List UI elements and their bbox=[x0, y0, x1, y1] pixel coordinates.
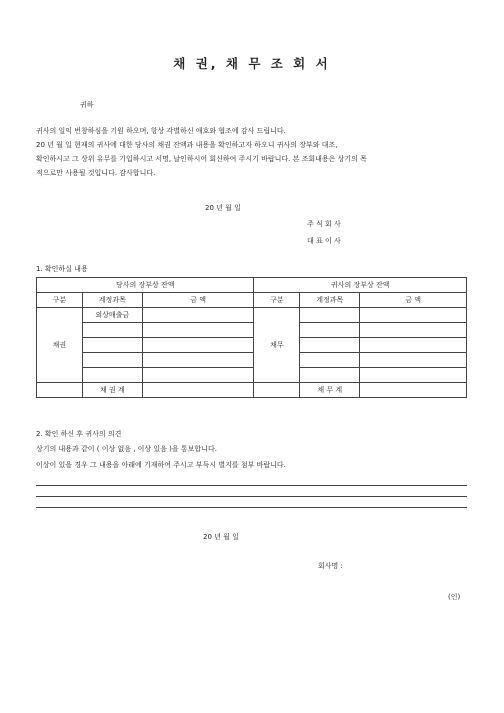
table-row bbox=[37, 308, 467, 323]
amount-cell[interactable] bbox=[360, 308, 467, 323]
payables-label: 채무 bbox=[254, 308, 300, 383]
col-account-right: 계정과목 bbox=[300, 293, 360, 308]
total-spacer-right bbox=[254, 383, 300, 398]
amount-cell[interactable] bbox=[360, 338, 467, 353]
amount-cell[interactable] bbox=[360, 353, 467, 368]
table-total-row bbox=[37, 383, 467, 398]
account-cell[interactable] bbox=[300, 368, 360, 383]
amount-cell[interactable] bbox=[142, 368, 254, 383]
amount-cell[interactable] bbox=[360, 368, 467, 383]
account-cell[interactable] bbox=[300, 353, 360, 368]
account-cell[interactable] bbox=[82, 323, 142, 338]
account-cell[interactable] bbox=[300, 308, 360, 323]
payables-total-amount[interactable] bbox=[360, 383, 467, 398]
date-line-bottom: 20 년 월 일 bbox=[203, 533, 239, 541]
table-header-row bbox=[37, 278, 467, 293]
ceo-label: 대 표 이 사 bbox=[307, 237, 341, 245]
intro-line-3: 확인하시고 그 상위 유무를 기입하시고 서명, 날인하시어 회신하여 주시기 바랍니다. 본 조회내용은 상기의 목 bbox=[36, 155, 367, 163]
account-cell[interactable] bbox=[82, 338, 142, 353]
writing-line-1[interactable] bbox=[36, 485, 467, 486]
col-amount-left: 금 액 bbox=[142, 293, 254, 308]
writing-line-3[interactable] bbox=[36, 507, 467, 508]
section-1-heading: 1. 확인하실 내용 bbox=[36, 265, 88, 273]
date-line-top: 20 년 월 일 bbox=[205, 204, 241, 212]
receivables-label: 채권 bbox=[37, 308, 83, 383]
company-name-label: 회사명 : bbox=[318, 562, 343, 570]
total-spacer-left bbox=[37, 383, 83, 398]
account-cell-receivable-1[interactable]: 외상매출금 bbox=[82, 308, 142, 323]
receivables-total-label: 채 권 계 bbox=[82, 383, 142, 398]
payables-total-label: 채 무 계 bbox=[300, 383, 360, 398]
company-label: 주 식 회 사 bbox=[307, 220, 341, 228]
intro-line-2: 20 년 월 일 현재의 귀사에 대한 당사의 채권 잔액과 내용을 확인하고자 하오니 귀사의 장부와 대조, bbox=[36, 141, 338, 149]
col-gubun-right: 구분 bbox=[254, 293, 300, 308]
opinion-line-2: 이상이 있을 경우 그 내용을 아래에 기재하여 주시고 부득시 별지를 첨부 바랍니다. bbox=[36, 461, 286, 469]
intro-line-1: 귀사의 일익 번창하심을 기원 하오며, 항상 각별하신 애호와 협조에 감사 드립니다. bbox=[36, 127, 286, 135]
our-books-header: 당사의 장부상 잔액 bbox=[37, 278, 254, 293]
seal-mark: (인) bbox=[448, 593, 461, 601]
your-books-header: 귀사의 장부상 잔액 bbox=[254, 278, 467, 293]
col-account-left: 계정과목 bbox=[82, 293, 142, 308]
table-column-row bbox=[37, 293, 467, 308]
account-cell[interactable] bbox=[300, 338, 360, 353]
writing-line-2[interactable] bbox=[36, 496, 467, 497]
document-title: 채 권, 채 무 조 회 서 bbox=[173, 56, 331, 71]
amount-cell[interactable] bbox=[360, 323, 467, 338]
opinion-line-1: 상기의 내용과 같이 ( 이상 없음 , 이상 있음 )을 통보합니다. bbox=[36, 445, 217, 453]
amount-cell[interactable] bbox=[142, 338, 254, 353]
amount-cell[interactable] bbox=[142, 308, 254, 323]
confirmation-table bbox=[36, 277, 467, 398]
table-row bbox=[37, 323, 467, 338]
table-row bbox=[37, 338, 467, 353]
receivables-total-amount[interactable] bbox=[142, 383, 254, 398]
col-gubun-left: 구분 bbox=[37, 293, 83, 308]
table-row bbox=[37, 368, 467, 383]
account-cell[interactable] bbox=[82, 353, 142, 368]
intro-line-4: 적으로만 사용될 것입니다. 감사합니다. bbox=[36, 169, 156, 177]
section-2-heading: 2. 확인 하신 후 귀사의 의견 bbox=[36, 430, 122, 438]
account-cell[interactable] bbox=[300, 323, 360, 338]
intro-paragraph bbox=[36, 124, 476, 180]
account-cell[interactable] bbox=[82, 368, 142, 383]
col-amount-right: 금 액 bbox=[360, 293, 467, 308]
amount-cell[interactable] bbox=[142, 353, 254, 368]
amount-cell[interactable] bbox=[142, 323, 254, 338]
table-row bbox=[37, 353, 467, 368]
recipient-label: 귀하 bbox=[80, 101, 94, 109]
